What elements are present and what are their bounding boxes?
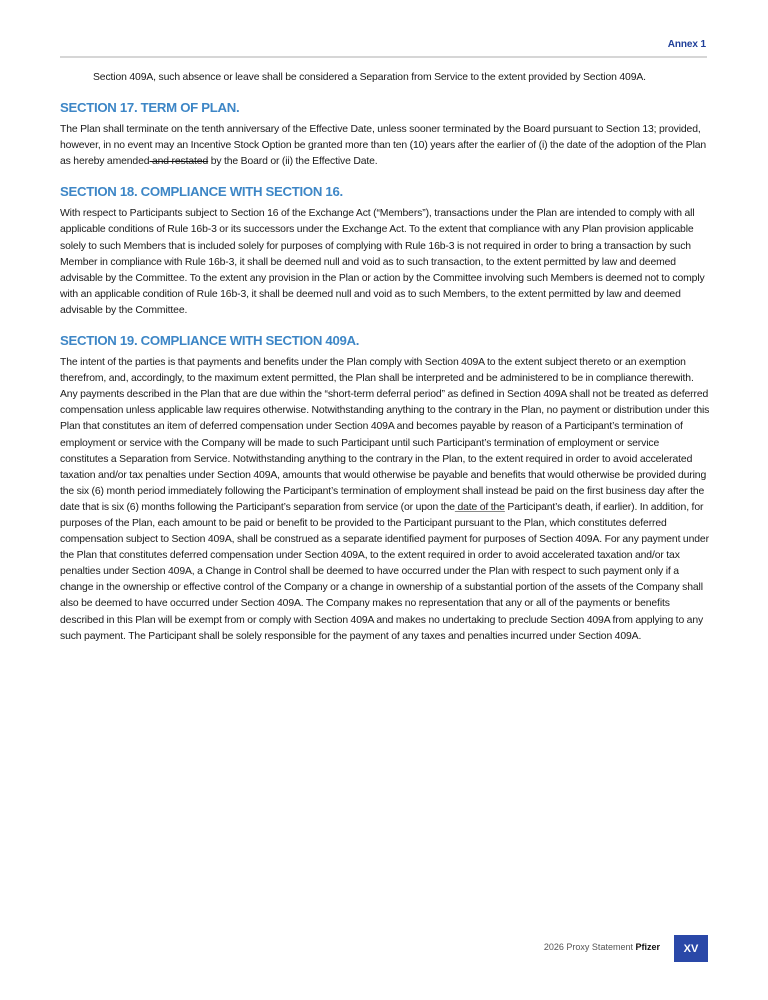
publication-title: 2026 Proxy Statement [543,942,633,952]
underlined-text: date of the [454,501,505,513]
section-17-heading: SECTION 17. TERM OF PLAN. [60,100,240,116]
intro-paragraph: Section 409A, such absence or leave shall be considered a Separation from Service to the extent provided by Section 409A. [93,72,646,83]
footer-label [544,942,660,952]
section-18-paragraph: With respect to Participants subject to Section 16 of the Exchange Act (“Members”), transactions under the Plan are intended to comply with all applicable conditions of Rule 16b-3 or its successors under the Exchange Act. To the extent that compliance with any Plan provision applicable solely to such Members that is included solely for purposes of complying with Rule 16b-3 is not required in order to bring a transaction by such Member in compliance with Rule 16b-3, it shall be deemed null and void as to such transaction, to the extent permitted by law and deemed advisable by the Committee. To the extent any provision in the Plan or action by the Committee involving such Members is deemed not to comply with an applicable condition of Rule 16b-3, it shall be deemed null and void as to such Members, to the extent permitted by law and deemed advisable by the Committee. [60,208,705,316]
document-body [60,70,710,645]
section-18-heading: SECTION 18. COMPLIANCE WITH SECTION 16. [60,184,343,200]
company-name: Pfizer [635,942,660,952]
section-19-heading: SECTION 19. COMPLIANCE WITH SECTION 409A. [60,333,360,349]
page-number: XV [674,935,708,962]
section-17-text-end: by the Board or (ii) the Effective Date. [208,156,378,168]
section-17-paragraph [60,122,710,170]
section-19-text: The intent of the parties is that payments and benefits under the Plan comply with Section 409A to the extent subject thereto or an exemption therefrom, and, accordingly, to the maximum extent permitted, the Plan shall be interpreted and be administered to be in compliance therewith. Any payments described in the Plan that are due within the “short-term deferral period” as defined in Section 409A shall not be treated as deferred compensation unless applicable law requires otherwise. Notwithstanding anything to the contrary in the Plan, no payment or distribution under this Plan that constitutes an item of deferred compensation under Section 409A and becomes payable by reason of a Participant’s termination of employment or service with the Company will be made to such Participant until such Participant’s termination of employment or service constitutes a Separation from Service. Notwithstanding anything to the contrary in the Plan, to the extent required in order to avoid accelerated taxation and/or tax penalties under Section 409A, amounts that would otherwise be payable and benefits that would otherwise be provided during the six (6) month period immediately following the Participant’s termination of employment shall instead be paid on the first business day after the date that is six (6) months following the Participant’s separation from service (or upon the [60,357,710,513]
struck-text: and restated [149,156,209,168]
header-divider [60,56,707,58]
section-19-paragraph [60,355,710,645]
section-17-text: The Plan shall terminate on the tenth anniversary of the Effective Date, unless sooner terminated by the Board pursuant to Section 13; provided, however, in no event may an Incentive Stock Option be granted more than ten (10) years after the earlier of (i) the date of the adoption of the Plan as hereby amended [60,124,707,168]
annex-label: Annex 1 [667,39,706,50]
section-19-text-end: Participant’s death, if earlier). In addition, for purposes of the Plan, each amount to be paid or benefit to be provided to the Participant pursuant to the Plan, which constitutes deferred compensation subject to Section 409A, shall be construed as a separate identified payment for purposes of Section 409A. For any payment under the Plan that constitutes deferred compensation under Section 409A, to the extent required in order to avoid accelerated taxation and/or tax penalties under Section 409A, a Change in Control shall be deemed to have occurred under the Plan with respect to such payment only if a change in the ownership or effective control of the Company or a change in ownership of a substantial portion of the assets of the Company shall also be deemed to have occurred under Section 409A. The Company makes no representation that any or all of the payments or benefits described in this Plan will be exempt from or comply with Section 409A and makes no undertaking to preclude Section 409A from applying to any such payment. The Participant shall be solely responsible for the payment of any taxes and penalties incurred under Section 409A. [60,501,709,642]
